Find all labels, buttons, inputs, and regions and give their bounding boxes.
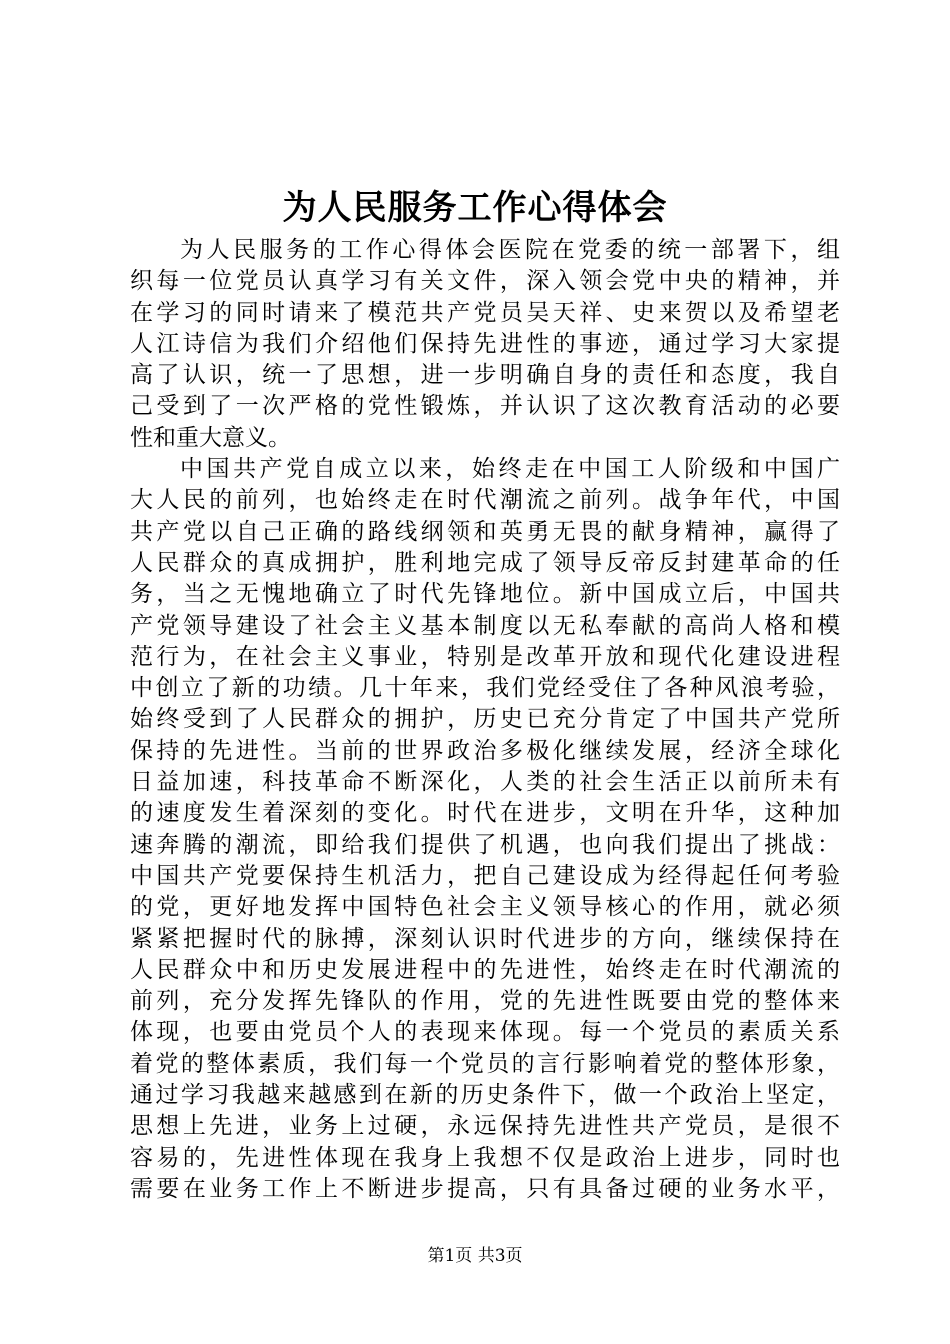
text-line: 产党领导建设了社会主义基本制度以无私奉献的高尚人格和模: [130, 612, 840, 639]
text-line: 思想上先进，业务上过硬，永远保持先进性共产党员，是很不: [130, 1113, 840, 1140]
text-line: 在学习的同时请来了模范共产党员吴天祥、史来贺以及希望老: [130, 299, 840, 326]
text-line: 中创立了新的功绩。几十年来，我们党经受住了各种风浪考验，: [130, 675, 840, 702]
text-line: 的党，更好地发挥中国特色社会主义领导核心的作用，就必须: [130, 894, 840, 921]
text-line: 务，当之无愧地确立了时代先锋地位。新中国成立后，中国共: [130, 581, 840, 608]
page-footer: 第1页 共3页: [427, 1246, 523, 1266]
text-line: 共产党以自己正确的路线纲领和英勇无畏的献身精神，赢得了: [130, 518, 840, 545]
text-line: 体现，也要由党员个人的表现来体现。每一个党员的素质关系: [130, 1019, 840, 1046]
text-line: 的速度发生着深刻的变化。时代在进步，文明在升华，这种加: [130, 800, 840, 827]
text-line: 织每一位党员认真学习有关文件，深入领会党中央的精神，并: [130, 268, 840, 295]
text-line: 紧紧把握时代的脉搏，深刻认识时代进步的方向，继续保持在: [130, 925, 840, 952]
text-line: 着党的整体素质，我们每一个党员的言行影响着党的整体形象，: [130, 1050, 840, 1077]
text-line: 保持的先进性。当前的世界政治多极化继续发展，经济全球化: [130, 737, 840, 764]
text-line: 范行为，在社会主义事业，特别是改革开放和现代化建设进程: [130, 643, 840, 670]
text-line: 人江诗信为我们介绍他们保持先进性的事迹，通过学习大家提: [130, 330, 840, 357]
text-line: 日益加速，科技革命不断深化，人类的社会生活正以前所未有: [130, 769, 840, 796]
text-line: 高了认识，统一了思想，进一步明确自身的责任和态度，我自: [130, 362, 840, 389]
text-line: 通过学习我越来越感到在新的历史条件下，做一个政治上坚定，: [130, 1082, 840, 1109]
text-line: 中国共产党要保持生机活力，把自己建设成为经得起任何考验: [130, 862, 840, 889]
document-title: 为人民服务工作心得体会: [282, 188, 668, 228]
text-line: 速奔腾的潮流，即给我们提供了机遇，也向我们提出了挑战：: [130, 831, 840, 858]
text-line: 容易的，先进性体现在我身上我想不仅是政治上进步，同时也: [130, 1144, 840, 1171]
text-line: 人民群众中和历史发展进程中的先进性，始终走在时代潮流的: [130, 956, 840, 983]
text-line: 需要在业务工作上不断进步提高，只有具备过硬的业务水平，: [130, 1175, 840, 1202]
text-line: 大人民的前列，也始终走在时代潮流之前列。战争年代，中国: [130, 487, 840, 514]
text-line: 中国共产党自成立以来，始终走在中国工人阶级和中国广: [180, 456, 840, 483]
text-line: 人民群众的真成拥护，胜利地完成了领导反帝反封建革命的任: [130, 549, 840, 576]
text-line: 始终受到了人民群众的拥护，历史已充分肯定了中国共产党所: [130, 706, 840, 733]
text-line: 前列，充分发挥先锋队的作用，党的先进性既要由党的整体来: [130, 988, 840, 1015]
text-line: 为人民服务的工作心得体会医院在党委的统一部署下，组: [180, 237, 840, 263]
document-body: [130, 235, 840, 1205]
text-line: 性和重大意义。: [130, 424, 291, 451]
text-line: 己受到了一次严格的党性锻炼，并认识了这次教育活动的必要: [130, 393, 840, 420]
